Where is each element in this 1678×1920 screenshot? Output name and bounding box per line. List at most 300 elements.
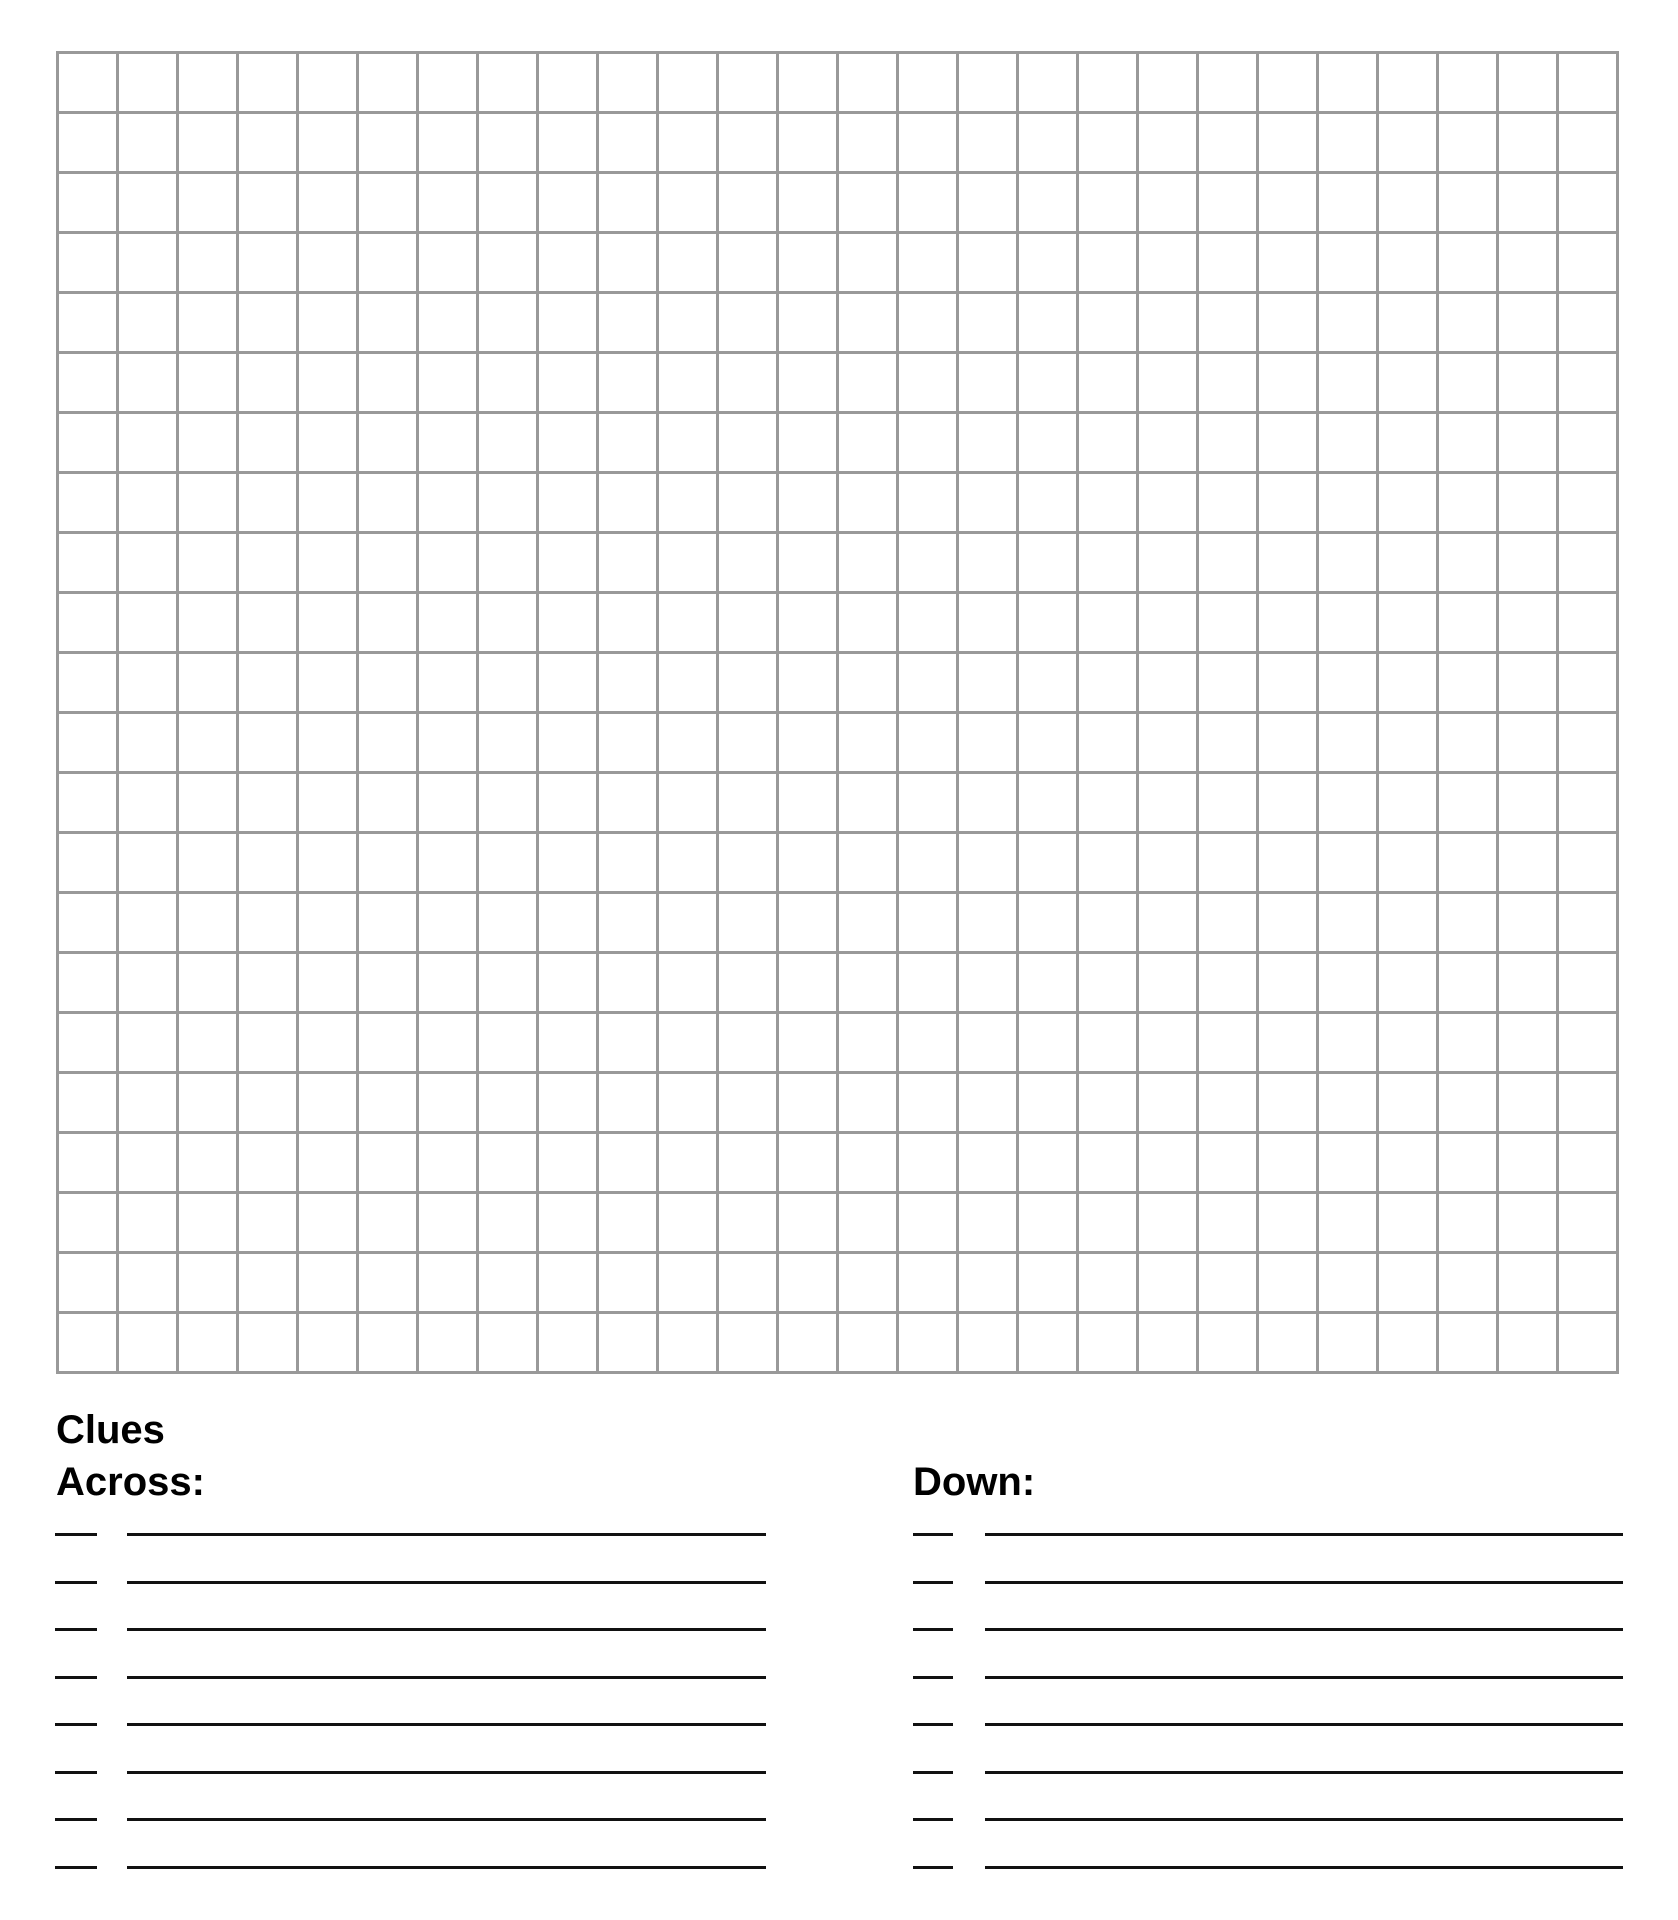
grid-cell: [119, 174, 176, 231]
grid-cell: [1319, 474, 1376, 531]
grid-cell: [59, 1074, 116, 1131]
grid-cell: [1319, 1194, 1376, 1251]
grid-cell: [539, 294, 596, 351]
grid-cell: [1259, 534, 1316, 591]
grid-cell: [1199, 714, 1256, 771]
grid-cell: [1319, 1134, 1376, 1191]
grid-cell: [1319, 954, 1376, 1011]
grid-cell: [359, 294, 416, 351]
grid-cell: [119, 1134, 176, 1191]
grid-cell: [1559, 1194, 1616, 1251]
grid-cell: [1499, 234, 1556, 291]
grid-cell: [539, 534, 596, 591]
grid-cell: [839, 954, 896, 1011]
grid-cell: [839, 894, 896, 951]
grid-cell: [419, 834, 476, 891]
grid-cell: [1019, 294, 1076, 351]
clue-text-blank: [127, 1771, 766, 1774]
grid-cell: [539, 354, 596, 411]
grid-cell: [1139, 54, 1196, 111]
grid-cell: [839, 534, 896, 591]
grid-cell: [659, 174, 716, 231]
grid-cell: [119, 834, 176, 891]
grid-cell: [1019, 54, 1076, 111]
grid-cell: [179, 414, 236, 471]
grid-cell: [899, 1014, 956, 1071]
grid-cell: [899, 54, 956, 111]
grid-cell: [1439, 894, 1496, 951]
grid-cell: [1259, 894, 1316, 951]
grid-cell: [539, 1134, 596, 1191]
clue-text-blank: [127, 1866, 766, 1869]
grid-cell: [479, 414, 536, 471]
grid-cell: [599, 1194, 656, 1251]
grid-cell: [779, 414, 836, 471]
grid-cell: [959, 714, 1016, 771]
grid-cell: [839, 714, 896, 771]
grid-cell: [1199, 534, 1256, 591]
grid-cell: [1079, 1314, 1136, 1371]
grid-cell: [239, 1194, 296, 1251]
grid-cell: [1079, 174, 1136, 231]
grid-cell: [1379, 1074, 1436, 1131]
grid-cell: [1439, 354, 1496, 411]
grid-cell: [479, 714, 536, 771]
grid-cell: [479, 1194, 536, 1251]
grid-cell: [839, 654, 896, 711]
grid-cell: [1199, 354, 1256, 411]
clue-number-blank: [913, 1628, 953, 1631]
grid-cell: [239, 954, 296, 1011]
grid-cell: [1559, 774, 1616, 831]
grid-cell: [839, 774, 896, 831]
grid-cell: [599, 1134, 656, 1191]
grid-cell: [1079, 774, 1136, 831]
grid-cell: [359, 1134, 416, 1191]
grid-cell: [899, 354, 956, 411]
grid-cell: [719, 354, 776, 411]
grid-cell: [179, 354, 236, 411]
clue-number-blank: [55, 1628, 97, 1631]
grid-cell: [359, 474, 416, 531]
grid-cell: [419, 534, 476, 591]
grid-cell: [299, 234, 356, 291]
grid-cell: [1439, 234, 1496, 291]
grid-cell: [599, 294, 656, 351]
grid-cell: [359, 534, 416, 591]
grid-cell: [1499, 414, 1556, 471]
grid-cell: [839, 834, 896, 891]
grid-cell: [299, 954, 356, 1011]
grid-cell: [359, 774, 416, 831]
grid-cell: [899, 1074, 956, 1131]
grid-cell: [1139, 834, 1196, 891]
grid-cell: [59, 534, 116, 591]
grid-cell: [1019, 654, 1076, 711]
grid-cell: [899, 774, 956, 831]
grid-cell: [839, 1194, 896, 1251]
grid-cell: [419, 894, 476, 951]
grid-cell: [779, 654, 836, 711]
grid-cell: [719, 1014, 776, 1071]
grid-cell: [719, 954, 776, 1011]
grid-cell: [1199, 1014, 1256, 1071]
grid-cell: [419, 954, 476, 1011]
grid-cell: [1499, 1254, 1556, 1311]
grid-cell: [1139, 654, 1196, 711]
grid-cell: [359, 114, 416, 171]
grid-cell: [1259, 954, 1316, 1011]
grid-cell: [1079, 1194, 1136, 1251]
grid-cell: [1499, 354, 1556, 411]
grid-cell: [779, 1314, 836, 1371]
grid-cell: [1199, 1134, 1256, 1191]
grid-cell: [1499, 1014, 1556, 1071]
grid-cell: [1439, 1314, 1496, 1371]
grid-cell: [239, 894, 296, 951]
grid-cell: [119, 714, 176, 771]
grid-cell: [539, 414, 596, 471]
grid-cell: [299, 54, 356, 111]
grid-cell: [119, 294, 176, 351]
grid-cell: [839, 1134, 896, 1191]
grid-cell: [539, 1314, 596, 1371]
grid-cell: [119, 474, 176, 531]
grid-cell: [659, 1254, 716, 1311]
grid-cell: [179, 474, 236, 531]
grid-cell: [1439, 1254, 1496, 1311]
grid-cell: [359, 834, 416, 891]
grid-cell: [179, 1194, 236, 1251]
grid-cell: [239, 1134, 296, 1191]
grid-cell: [299, 1074, 356, 1131]
grid-cell: [1199, 294, 1256, 351]
grid-cell: [539, 114, 596, 171]
clue-text-blank: [127, 1676, 766, 1679]
grid-cell: [59, 954, 116, 1011]
grid-cell: [1259, 1254, 1316, 1311]
grid-cell: [239, 594, 296, 651]
grid-cell: [1259, 774, 1316, 831]
grid-cell: [839, 174, 896, 231]
grid-cell: [1499, 654, 1556, 711]
clue-number-blank: [55, 1676, 97, 1679]
grid-cell: [839, 414, 896, 471]
down-heading: Down:: [913, 1460, 1036, 1504]
grid-cell: [239, 534, 296, 591]
grid-cell: [1559, 594, 1616, 651]
grid-cell: [239, 174, 296, 231]
grid-cell: [1019, 894, 1076, 951]
grid-cell: [779, 894, 836, 951]
grid-cell: [599, 774, 656, 831]
grid-cell: [899, 1314, 956, 1371]
grid-cell: [719, 1254, 776, 1311]
grid-cell: [59, 1254, 116, 1311]
grid-cell: [1559, 1014, 1616, 1071]
grid-cell: [59, 714, 116, 771]
clue-text-blank: [127, 1723, 766, 1726]
grid-cell: [179, 1254, 236, 1311]
grid-cell: [539, 1074, 596, 1131]
grid-cell: [1259, 1074, 1316, 1131]
grid-cell: [59, 1314, 116, 1371]
grid-cell: [479, 1014, 536, 1071]
clue-text-blank: [985, 1723, 1623, 1726]
grid-cell: [839, 1074, 896, 1131]
grid-cell: [1019, 414, 1076, 471]
grid-cell: [119, 414, 176, 471]
grid-cell: [179, 234, 236, 291]
grid-cell: [899, 1134, 956, 1191]
grid-cell: [1319, 534, 1376, 591]
grid-cell: [1079, 414, 1136, 471]
grid-cell: [899, 894, 956, 951]
grid-cell: [1079, 1254, 1136, 1311]
grid-cell: [1139, 234, 1196, 291]
grid-cell: [179, 654, 236, 711]
grid-cell: [659, 654, 716, 711]
grid-cell: [1139, 774, 1196, 831]
grid-cell: [1079, 894, 1136, 951]
grid-cell: [599, 414, 656, 471]
grid-cell: [239, 294, 296, 351]
grid-cell: [539, 774, 596, 831]
grid-cell: [1259, 414, 1316, 471]
grid-cell: [239, 1254, 296, 1311]
clue-number-blank: [55, 1581, 97, 1584]
grid-cell: [659, 414, 716, 471]
grid-cell: [899, 594, 956, 651]
grid-cell: [299, 1194, 356, 1251]
grid-cell: [59, 834, 116, 891]
grid-cell: [1139, 714, 1196, 771]
grid-cell: [1499, 174, 1556, 231]
grid-cell: [479, 594, 536, 651]
grid-cell: [1499, 714, 1556, 771]
grid-cell: [1139, 474, 1196, 531]
grid-cell: [119, 774, 176, 831]
grid-cell: [1379, 534, 1436, 591]
grid-cell: [419, 1194, 476, 1251]
grid-cell: [719, 1314, 776, 1371]
grid-cell: [419, 174, 476, 231]
grid-cell: [899, 714, 956, 771]
grid-cell: [839, 594, 896, 651]
grid-cell: [779, 594, 836, 651]
grid-cell: [419, 714, 476, 771]
grid-cell: [1499, 594, 1556, 651]
grid-cell: [959, 774, 1016, 831]
clue-text-blank: [127, 1628, 766, 1631]
grid-cell: [1439, 1134, 1496, 1191]
grid-cell: [419, 1254, 476, 1311]
grid-cell: [359, 714, 416, 771]
grid-cell: [1379, 1194, 1436, 1251]
grid-cell: [1139, 954, 1196, 1011]
grid-cell: [899, 114, 956, 171]
grid-cell: [1199, 774, 1256, 831]
grid-cell: [599, 1074, 656, 1131]
grid-cell: [1499, 534, 1556, 591]
grid-cell: [1259, 174, 1316, 231]
grid-cell: [779, 54, 836, 111]
grid-cell: [539, 654, 596, 711]
grid-cell: [1499, 294, 1556, 351]
grid-cell: [359, 354, 416, 411]
grid-cell: [179, 294, 236, 351]
grid-cell: [1379, 234, 1436, 291]
grid-cell: [959, 114, 1016, 171]
grid-cell: [419, 1314, 476, 1371]
grid-cell: [659, 54, 716, 111]
grid-cell: [359, 654, 416, 711]
grid-cell: [1079, 1014, 1136, 1071]
grid-cell: [1559, 1314, 1616, 1371]
grid-cell: [1139, 114, 1196, 171]
grid-cell: [479, 474, 536, 531]
grid-cell: [1559, 474, 1616, 531]
grid-cell: [1259, 114, 1316, 171]
grid-cell: [1439, 774, 1496, 831]
grid-cell: [1559, 954, 1616, 1011]
grid-cell: [239, 774, 296, 831]
grid-cell: [899, 654, 956, 711]
grid-cell: [839, 1314, 896, 1371]
grid-cell: [539, 834, 596, 891]
grid-cell: [539, 714, 596, 771]
grid-cell: [479, 354, 536, 411]
grid-cell: [1439, 714, 1496, 771]
grid-cell: [299, 474, 356, 531]
clue-text-blank: [985, 1818, 1623, 1821]
clue-text-blank: [985, 1581, 1623, 1584]
grid-cell: [1259, 294, 1316, 351]
grid-cell: [719, 1194, 776, 1251]
grid-cell: [1199, 474, 1256, 531]
grid-cell: [1259, 1194, 1316, 1251]
grid-cell: [299, 1314, 356, 1371]
grid-cell: [119, 954, 176, 1011]
grid-cell: [119, 534, 176, 591]
grid-cell: [59, 1134, 116, 1191]
clue-text-blank: [985, 1533, 1623, 1536]
grid-cell: [239, 414, 296, 471]
grid-cell: [1319, 1254, 1376, 1311]
grid-cell: [59, 354, 116, 411]
grid-cell: [1499, 474, 1556, 531]
grid-cell: [1019, 1134, 1076, 1191]
grid-cell: [119, 1314, 176, 1371]
grid-cell: [1439, 474, 1496, 531]
grid-cell: [1199, 1074, 1256, 1131]
grid-cell: [1379, 894, 1436, 951]
grid-cell: [1019, 534, 1076, 591]
grid-cell: [1559, 54, 1616, 111]
grid-cell: [1439, 534, 1496, 591]
grid-cell: [1379, 774, 1436, 831]
grid-cell: [899, 834, 956, 891]
grid-cell: [59, 474, 116, 531]
grid-cell: [719, 294, 776, 351]
grid-cell: [1139, 294, 1196, 351]
grid-cell: [179, 594, 236, 651]
grid-cell: [719, 654, 776, 711]
grid-cell: [899, 954, 956, 1011]
grid-cell: [359, 414, 416, 471]
grid-cell: [359, 1254, 416, 1311]
grid-cell: [1199, 654, 1256, 711]
grid-cell: [419, 774, 476, 831]
grid-cell: [1199, 1254, 1256, 1311]
grid-cell: [299, 1014, 356, 1071]
grid-cell: [1259, 1314, 1316, 1371]
grid-cell: [479, 894, 536, 951]
grid-cell: [1079, 1074, 1136, 1131]
grid-cell: [299, 594, 356, 651]
grid-cell: [1499, 54, 1556, 111]
grid-cell: [299, 714, 356, 771]
grid-cell: [599, 954, 656, 1011]
grid-cell: [1019, 1314, 1076, 1371]
grid-cell: [1439, 1194, 1496, 1251]
grid-cell: [179, 1014, 236, 1071]
grid-cell: [1199, 114, 1256, 171]
grid-cell: [779, 354, 836, 411]
grid-cell: [119, 234, 176, 291]
grid-cell: [1559, 1134, 1616, 1191]
grid-cell: [659, 774, 716, 831]
grid-cell: [1259, 1134, 1316, 1191]
grid-cell: [1499, 894, 1556, 951]
grid-cell: [59, 114, 116, 171]
grid-cell: [719, 474, 776, 531]
grid-cell: [1079, 54, 1136, 111]
grid-cell: [719, 834, 776, 891]
grid-cell: [1379, 114, 1436, 171]
clue-text-blank: [985, 1676, 1623, 1679]
grid-cell: [359, 1314, 416, 1371]
grid-cell: [959, 174, 1016, 231]
grid-cell: [479, 834, 536, 891]
grid-cell: [1319, 354, 1376, 411]
grid-cell: [419, 1074, 476, 1131]
grid-cell: [719, 114, 776, 171]
grid-cell: [239, 234, 296, 291]
grid-cell: [359, 594, 416, 651]
grid-cell: [659, 1314, 716, 1371]
clue-number-blank: [913, 1581, 953, 1584]
grid-cell: [1019, 1074, 1076, 1131]
grid-cell: [1019, 834, 1076, 891]
grid-cell: [1199, 954, 1256, 1011]
grid-cell: [119, 894, 176, 951]
grid-cell: [179, 1134, 236, 1191]
clue-number-blank: [55, 1533, 97, 1536]
grid-cell: [1139, 354, 1196, 411]
grid-cell: [1139, 414, 1196, 471]
grid-cell: [299, 894, 356, 951]
grid-cell: [1559, 414, 1616, 471]
grid-cell: [1199, 594, 1256, 651]
grid-cell: [1439, 294, 1496, 351]
grid-cell: [1379, 1314, 1436, 1371]
grid-cell: [599, 114, 656, 171]
grid-cell: [1379, 954, 1436, 1011]
grid-cell: [599, 834, 656, 891]
grid-cell: [539, 474, 596, 531]
grid-cell: [1319, 774, 1376, 831]
